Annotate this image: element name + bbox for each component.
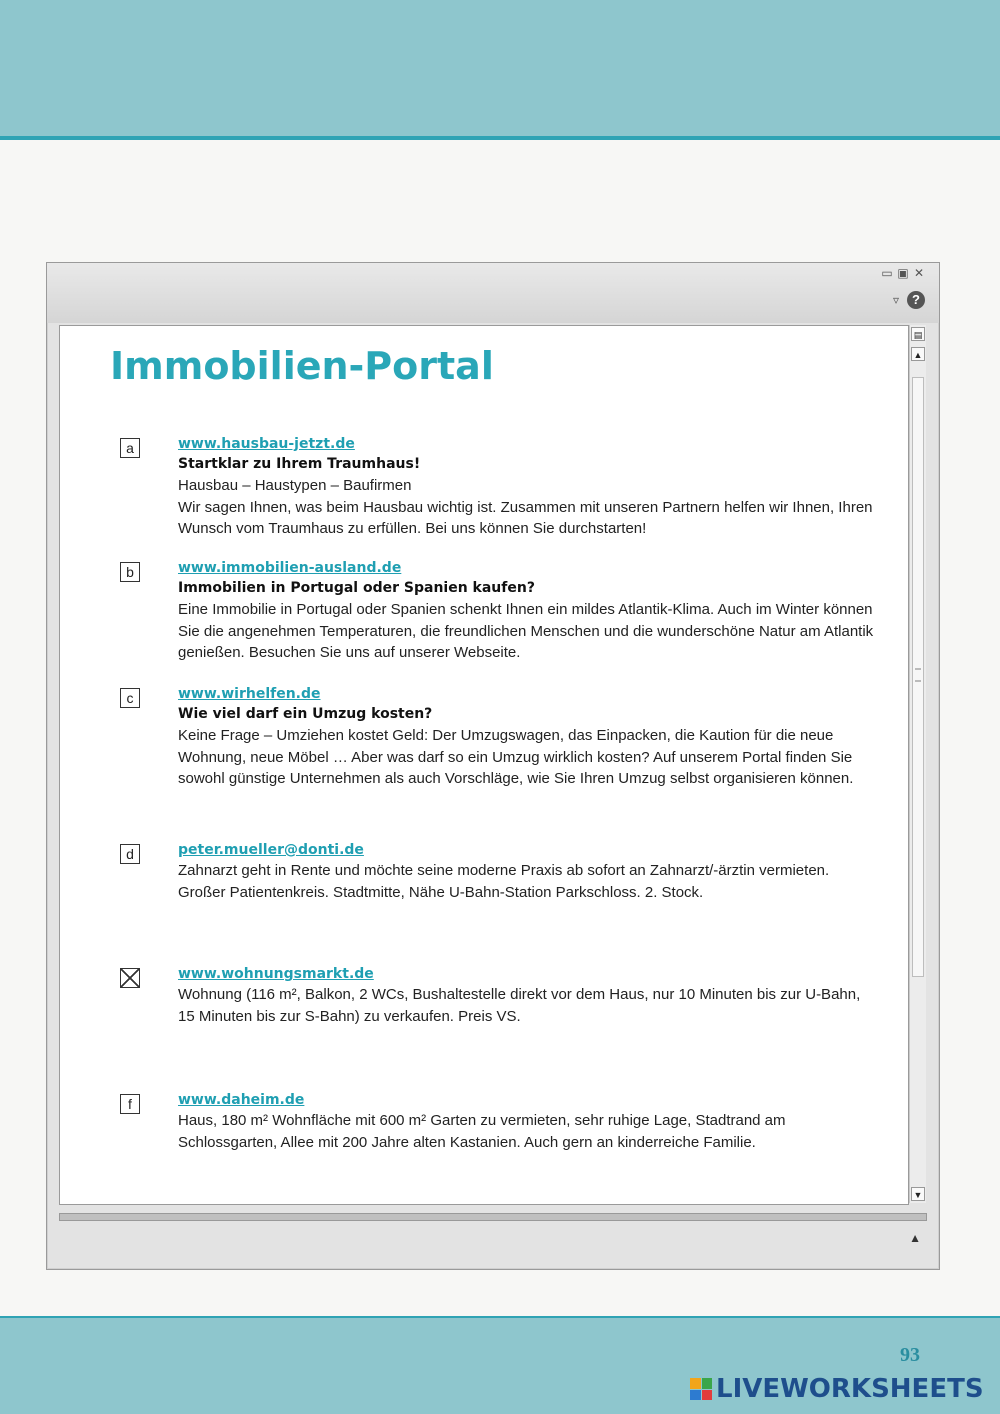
- listing-text: Wir sagen Ihnen, was beim Hausbau wichtig ist. Zusammen mit unseren Partnern helfen wir Ihnen, Ihren Wunsch vom Traumhaus zu erfüllen. Bei uns können Sie durchstarten!: [178, 498, 873, 537]
- answer-box-c[interactable]: c: [120, 688, 140, 708]
- page-title: Immobilien-Portal: [110, 344, 494, 388]
- listing-text: Eine Immobilie in Portugal oder Spanien schenkt Ihnen ein mildes Atlantik-Klima. Auch im Winter können Sie die angenehmen Temperaturen, die freundlichen Menschen und die wunderschöne Natur am Atlantik genießen. Besuchen Sie uns auf unserer Webseite.: [178, 601, 874, 661]
- browser-window: [46, 262, 940, 1270]
- listing-link[interactable]: www.immobilien-ausland.de: [178, 560, 402, 576]
- top-decor-line: [0, 136, 1000, 140]
- listing-subheading: Hausbau – Haustypen – Baufirmen: [178, 477, 412, 494]
- listing-heading: Wie viel darf ein Umzug kosten?: [178, 706, 433, 722]
- answer-box-f[interactable]: f: [120, 1094, 140, 1114]
- maximize-icon[interactable]: ▣: [897, 266, 909, 280]
- help-icon[interactable]: ?: [907, 291, 925, 309]
- close-icon[interactable]: ✕: [913, 266, 925, 280]
- answer-box-b[interactable]: b: [120, 562, 140, 582]
- listing-link[interactable]: www.hausbau-jetzt.de: [178, 436, 355, 452]
- scroll-up-icon[interactable]: ▲: [911, 347, 925, 361]
- listing-link[interactable]: www.wirhelfen.de: [178, 686, 321, 702]
- grip-icon: [915, 668, 921, 682]
- chevron-up-icon[interactable]: ▲: [909, 1231, 921, 1245]
- scroll-thumb[interactable]: [912, 377, 924, 977]
- brand-name: LIVEWORKSHEETS: [716, 1374, 984, 1404]
- listing-link[interactable]: peter.mueller@donti.de: [178, 842, 364, 858]
- listing-link[interactable]: www.wohnungsmarkt.de: [178, 966, 374, 982]
- listing-text: Keine Frage – Umziehen kostet Geld: Der Umzugswagen, das Einpacken, die Kaution für die neue Wohnung, neue Möbel … Aber was darf so ein Umzug wirklich kosten? Auf unserem Portal finden Sie sowohl günstige Unternehmen als auch Vorschläge, wie Sie Ihren Umzug selbst organisieren können.: [178, 727, 854, 787]
- answer-box-d[interactable]: d: [120, 844, 140, 864]
- chevron-down-icon[interactable]: ▿: [892, 293, 899, 307]
- horizontal-scrollbar[interactable]: [59, 1213, 927, 1221]
- listing-link[interactable]: www.daheim.de: [178, 1092, 305, 1108]
- brand-logo-icon: [690, 1378, 712, 1400]
- scroll-down-icon[interactable]: ▼: [911, 1187, 925, 1201]
- brand-watermark: [690, 1374, 984, 1404]
- listing-text: Wohnung (116 m², Balkon, 2 WCs, Bushaltestelle direkt vor dem Haus, nur 10 Minuten bis zur U-Bahn, 15 Minuten bis zur S-Bahn) zu verkaufen. Preis VS.: [178, 986, 861, 1025]
- answer-box-e-checked[interactable]: [120, 968, 140, 988]
- listing-heading: Immobilien in Portugal oder Spanien kaufen?: [178, 580, 535, 596]
- page-icon[interactable]: ▤: [911, 327, 925, 341]
- listing-text: Haus, 180 m² Wohnfläche mit 600 m² Garten zu vermieten, sehr ruhige Lage, Stadtrand am Schlossgarten, Allee mit 200 Jahre alten Kastanien. Auch gern an kinderreiche Familie.: [178, 1112, 786, 1151]
- window-controls: [881, 267, 925, 279]
- top-decor-band: [0, 0, 1000, 138]
- window-titlebar: [47, 263, 939, 323]
- vertical-scrollbar[interactable]: [909, 325, 926, 1203]
- listing-text: Zahnarzt geht in Rente und möchte seine moderne Praxis ab sofort an Zahnarzt/-ärztin vermieten. Großer Patientenkreis. Stadtmitte, Nähe U-Bahn-Station Parkschloss. 2. Stock.: [178, 862, 830, 901]
- window-toolbar: [893, 291, 925, 309]
- minimize-icon[interactable]: ▭: [881, 266, 893, 280]
- page-content: [59, 325, 909, 1205]
- page-number: 93: [900, 1344, 920, 1366]
- listing-heading: Startklar zu Ihrem Traumhaus!: [178, 456, 421, 472]
- answer-box-a[interactable]: a: [120, 438, 140, 458]
